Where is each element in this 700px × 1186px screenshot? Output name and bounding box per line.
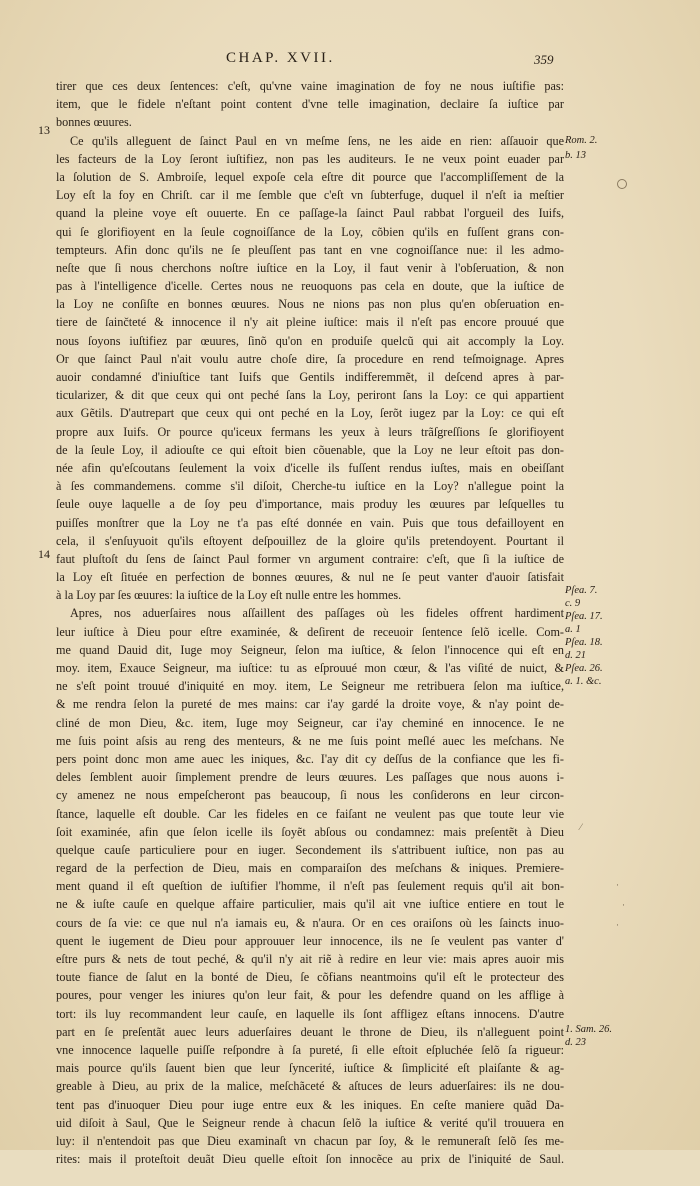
- margin-note: a. 1. &c.: [565, 676, 602, 687]
- text-line: poures, pour venger les iniures qu'on leur fait, & pour les defendre quand on les afflige à: [56, 988, 564, 1003]
- ink-mark: ·: [616, 880, 619, 890]
- text-line: ſtance, laquelle eſt double. Car les fideles en ce faiſant ne veulent pas que toute leur vie: [56, 806, 564, 821]
- ink-mark: ·: [616, 920, 619, 930]
- margin-note: d. 21: [565, 650, 586, 661]
- text-line: [56, 1168, 564, 1186]
- margin-note: a. 1: [565, 624, 581, 635]
- text-line: la Loy ne conſiſte en bonnes œuures. Nous ne nions pas non plus qu'en obſeruation en-: [56, 297, 564, 312]
- text-line: cy amenez ne nous empeſcheront pas beaucoup, ſi nous les conſiderons en leur circon-: [56, 788, 564, 803]
- text-line: Ce qu'ils alleguent de ſainct Paul en vn meſme ſens, ne les aide en rien: aſſauoir que: [70, 133, 564, 148]
- text-line: vne innocence laquelle puiſſe reſpondre à ſa pureté, ſi elle eſtoit eſpluchée ſelõ ſa rigueur:: [56, 1042, 564, 1057]
- text-line: me ſuis point aſsis au reng des menteurs, & ne me ſuis point meſlé auec les meſchans. Ne: [56, 733, 564, 748]
- margin-note: Pſea. 26.: [565, 663, 603, 674]
- text-line: toute fiance de ſalut en la bonté de Dieu, ſe cõfians neantmoins qu'il eſt le protecteur des: [56, 970, 564, 985]
- text-line: propre aux Iuifs. Or pource qu'iceux fermans les yeux à leurs trãſgreſſions ſe glorifioyent: [56, 424, 564, 439]
- text-line: cliné de mon Dieu, &c. item, Iuge moy Seigneur, car i'ay cheminé en innocence. Ie ne: [56, 715, 564, 730]
- text-line: la Loy eſt ſituée en perfection de bonnes œuures, & nul ne ſe peut vanter d'auoir ſatisfait: [56, 570, 564, 585]
- margin-note: b. 13: [565, 150, 586, 161]
- paragraph-number: 14: [38, 547, 50, 561]
- text-line: de la ſeule Loy, il adiouſte ce qui eſtoit bien cõuenable, que la Loy ne leur eſtoit pas don-: [56, 442, 564, 457]
- text-line: tent pas d'inuoquer Dieu pour iuge entre eux & les iniques. En ceſte maniere quãd Da-: [56, 1097, 564, 1112]
- text-line: eſtre purs & nets de tout peché, & qu'il n'y ait riẽ à redire en leur vie: mais apres auoir mis: [56, 952, 564, 966]
- text-line: ment quand il eſt queſtion de iuſtifier l'homme, il n'eſt pas ſeulement requis qu'il ait bon-: [56, 879, 564, 894]
- text-line: luy: il n'entendoit pas que Dieu examinaſt vn chacun par ſoy, & le remuneraſt ſelõ ſes me-: [56, 1133, 564, 1148]
- page-header: [0, 50, 700, 72]
- text-line: ticularizer, & dit que ceux qui ont peché ſans la Loy, periront ſans la Loy: ce qui appartient: [56, 388, 564, 403]
- running-head: CHAP. XVII.: [226, 50, 335, 66]
- text-line: Loy eſt la foy en Chriſt. car il me ſemble que c'eſt vn ſubterfuge, duquel il n'eſt ia meſtier: [56, 188, 564, 203]
- text-line: pers point donc mon ame auec les iniques, &c. I'ay dit cy deſſus de la confiance que les fi-: [56, 751, 564, 766]
- margin-note: Rom. 2.: [565, 135, 598, 146]
- text-line: moy. item, Exauce Seigneur, ma iuſtice: tu as eſprouué mon cœur, & l'as viſité de nuict, &: [56, 661, 564, 675]
- text-line: quelque cauſe particuliere pour en iuger. Secondement ils s'attribuent iuſtice, non pas au: [56, 842, 564, 857]
- text-line: quent le iugement de Dieu pour approuuer leur innocence, ils ne ſe veulent pas vanter d': [56, 933, 564, 948]
- text-line: uid diſoit à Saul, Que le Seigneur rende à chacun ſelõ la iuſtice & verité qu'il trouuera en: [56, 1115, 564, 1130]
- text-line: leur iuſtice à Dieu pour eſtre examinée, & deſirent de receuoir ſentence ſelõ icelle. Com-: [56, 624, 564, 639]
- text-line: quand la pleine voye eſt ouuerte. En ce paſſage-la ſainct Paul rabbat l'orgueil des Iuifs,: [56, 206, 564, 221]
- page-number: 359: [534, 52, 554, 67]
- text-line: à ſes commandemens. comme s'il diſoit, Cherche-tu iuſtice en la Loy? n'allegue point la: [56, 479, 564, 494]
- text-line: pas à l'intelligence d'icelle. Certes nous ne reuoquons pas cela en doute, que la iuſtice de: [56, 279, 564, 294]
- margin-note: Pſea. 7.: [565, 585, 598, 596]
- margin-note: 1. Sam. 26.: [565, 1024, 612, 1035]
- text-line: nous ſoyons iuſtifiez par œuures, ſinõ qu'on en produiſe quelcũ qui ait accomply la Loy.: [56, 333, 564, 348]
- text-line: à la Loy par ſes œuures: la iuſtice de la Loy eſt nulle entre les hommes.: [56, 588, 402, 603]
- text-line: auoir condamné d'iniuſtice tant Iuifs que Gentils indifferemmẽt, il deſcend apres à par-: [56, 370, 564, 384]
- text-line: tempteurs. Afin donc qu'ils ne ſe pleuſſent pas tant en vne cognoiſſance nue: il les admo-: [56, 242, 564, 257]
- text-line: item, que le fidele n'eſtant point content d'vne telle imagination, declaire ſa iuſtice par: [56, 97, 564, 112]
- text-line: & me rendra ſelon la pureté de mes mains: car i'ay gardé la droite voye, & n'ay point de-: [56, 697, 564, 712]
- text-line: aux Gẽtils. D'autrepart que ceux qui ont peché en la Loy, ſerõt iugez par la Loy: ce qui eſt: [56, 406, 564, 421]
- text-line: rites: mais il proteſtoit deuãt Dieu quelle eſtoit ſon innocẽce au prix de l'iniquité de Saul.: [56, 1152, 564, 1167]
- margin-note: c. 9: [565, 598, 581, 609]
- text-line: mais pource qu'ils ſauent bien que leur ſyncerité, iuſtice & ſimplicité eſt plaiſante & ag-: [56, 1061, 564, 1076]
- margin-note: Pſea. 18.: [565, 637, 603, 648]
- text-line: greable à Dieu, au prix de la malice, meſchãceté & aſtuces de leurs aduerſaires: ils ne dou-: [56, 1079, 564, 1094]
- text-line: tort: ils luy recommandent leur cauſe, en laquelle ils ſont affligez eſtans innocens. D'autre: [56, 1006, 564, 1021]
- text-line: qui ſe glorifioyent en la ſeule cognoiſſance de la Loy, cõbien qu'ils en fuſſent grans con-: [56, 224, 564, 239]
- text-line: ſeule ouye laquelle a de ſoy peu d'importance, mais produy les œuures par leſquelles tu: [56, 497, 564, 512]
- margin-note: Pſea. 17.: [565, 611, 603, 622]
- text-line: ſoit examinée, afin que ſelon icelle ils ſoyẽt abſous ou condamnez: mais preſentẽt à Dieu: [56, 824, 564, 839]
- ink-mark: ⁄: [580, 822, 582, 832]
- text-line: me quand Dauid dit, Iuge moy Seigneur, ſelon ma iuſtice, & ſelon l'innocence qui eſt en: [56, 642, 564, 657]
- text-line: neſte que ſi nous cherchons noſtre iuſtice en la Loy, il faut venir à l'obſeruation, & non: [56, 260, 564, 275]
- text-line: cours de ſa vie: ce que nul n'a iamais eu, & n'aura. Or en ces oraiſons où les ſaincts inuo-: [56, 915, 564, 930]
- text-line: tirer que ces deux ſentences: c'eſt, qu'vne vaine imagination de foy ne nous iuſtifie pas:: [56, 79, 564, 93]
- text-line: regard de la perfection de Dieu, mais en comparaiſon des meſchans & iniques. Premiere-: [56, 861, 564, 876]
- ink-mark: ·: [622, 900, 625, 910]
- text-line: Or que ſainct Paul n'ait voulu autre choſe dire, ſa procedure en rend teſmoignage. Apres: [56, 351, 564, 366]
- text-line: bonnes œuures.: [56, 115, 132, 130]
- text-line: part en ſe preſentãt auec leurs aduerſaires deuant le throne de Dieu, ils n'alleguent point: [56, 1024, 564, 1039]
- text-line: ne s'eſt point trouué d'iniquité en moy. item, Le Seigneur me retribuera ſelon ma iuſtice,: [56, 679, 564, 694]
- text-line: puiſſes monſtrer que la Loy ne t'a pas eſté donnée en vain. Puis que tous defailloyent en: [56, 515, 564, 530]
- paragraph-number: 13: [38, 123, 50, 137]
- margin-ring-mark: [617, 179, 627, 189]
- body-text: [56, 77, 564, 1186]
- text-line: les facteurs de la Loy ſeront iuſtifiez, non pas les auditeurs. Ie ne veux point euader par: [56, 151, 564, 166]
- margin-note: d. 23: [565, 1037, 586, 1048]
- text-line: cela, il s'enſuyuoit qu'ils eſtoyent deſpouillez de la gloire qu'ils pretendoyent. Pourtant il: [56, 533, 564, 548]
- text-line: tiere de ſainčteté & innocence il n'y ait pleine iuſtice: mais il n'eſt pas encore prouué que: [56, 315, 564, 330]
- text-line: deles ſemblent auoir ſimplement prendre de leurs œuures. Les paſſages que nous auons i-: [56, 770, 564, 785]
- text-line: Apres, nos aduerſaires nous aſſaillent des paſſages où les fideles offrent hardiment: [70, 606, 564, 621]
- text-line: ne & iuſte cauſe en quelque affaire particulier, mais qu'il ait vne iuſtice entiere en tout le: [56, 897, 564, 912]
- text-line: faut pluſtoſt du ſens de ſainct Paul former vn argument contraire: c'eſt, que ſi la iuſtice de: [56, 551, 564, 566]
- text-line: née afin qu'eſcoutans ſeulement la voix d'icelle ils fuſſent rendus iuſtes, mais en obeiſſant: [56, 460, 564, 475]
- text-line: la ſolution de S. Ambroiſe, lequel expoſe cela eſtre dit pource que l'accompliſſement de la: [56, 169, 564, 184]
